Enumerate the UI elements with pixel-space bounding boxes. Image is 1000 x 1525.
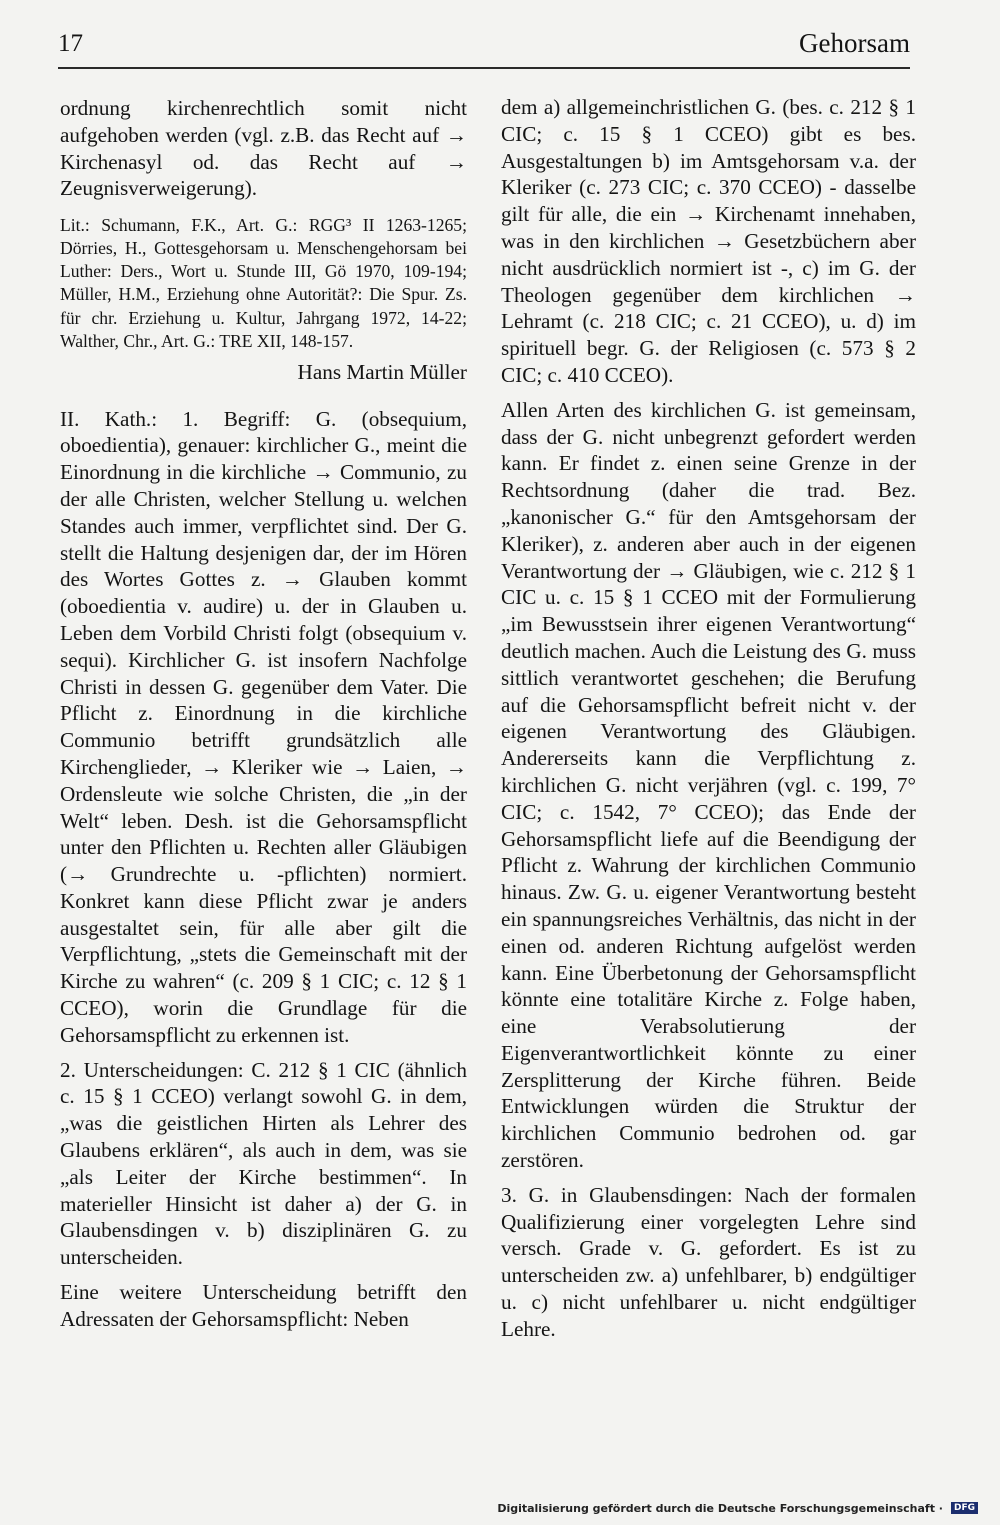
paragraph-ausgestaltungen: dem a) allgemeinchristlichen G. (bes. c. 212 § 1 CIC; c. 15 § 1 CCEO) gibt es bes. Ausgestaltungen b) im Amtsgehorsam v.a. der Kleriker (c. 273 CIC; c. 370 CCEO) - dasselbe gilt für alle, die ein → Kirchenamt innehaben, was in den kirchlichen → Gesetzbüchern aber nicht ausdrücklich normiert ist -, c) im G. der Theologen gegenüber dem kirchlichen → Lehramt (c. 218 CIC; c. 21 CCEO), u. d) im spirituell begr. G. der Religiosen (c. 573 § 2 CIC; c. 410 CCEO). <box>501 95 916 387</box>
running-head: Gehorsam <box>799 28 910 58</box>
paragraph-continuation: ordnung kirchenrechtlich somit nicht aufgehoben werden (vgl. z.B. das Recht auf → Kirchenasyl od. das Recht auf → Zeugnisverweigerung). <box>60 96 467 201</box>
header-rule <box>58 67 910 69</box>
left-column <box>60 95 467 1341</box>
right-column <box>501 94 916 1351</box>
paragraph-adressaten: Eine weitere Unterscheidung betrifft den Adressaten der Gehorsamspflicht: Neben <box>60 1280 467 1331</box>
paragraph-grenzen: Allen Arten des kirchlichen G. ist gemeinsam, dass der G. nicht unbegrenzt gefordert werden kann. Er findet z. einen seine Grenze in der Rechtsordnung (daher die trad. Bez. „kanonischer G.“ für den Amtsgehorsam der Kleriker), z. anderen aber auch in der eigenen Verantwortung der → Gläubigen, wie c. 212 § 1 CIC u. c. 15 § 1 CCEO mit der Formulierung „im Bewusstsein ihrer eigenen Verantwortung“ deutlich machen. Auch die Leistung des G. muss sittlich verantwortet geschehen; die Berufung auf die Gehorsamspflicht befreit nicht v. der eigenen Verantwortung des Gläubigen. Andererseits kann die Verpflichtung z. kirchlichen G. nicht verjähren (vgl. c. 199, 7° CIC; c. 1542, 7° CCEO); das Ende der Gehorsamspflicht liefe auf die Beendigung der Pflicht z. Wahrung der kirchlichen Communio hinaus. Zw. G. u. eigener Verantwortung besteht ein spannungsreiches Verhältnis, das nicht in der einen od. anderen Richtung aufgelöst werden kann. Eine Überbetonung der Gehorsamspflicht könnte eine totalitäre Kirche z. Folge haben, eine Verabsolutierung der Eigenverantwortlichkeit könnte zu einer Zersplitterung der Kirche führen. Beide Entwicklungen würden die Struktur der kirchlichen Communio bedrohen od. gar zerstören. <box>501 397 916 1173</box>
paragraph-glaubensdinge: 3. G. in Glaubensdingen: Nach der formalen Qualifizierung einer vorgelegten Lehre sind versch. Grade v. G. gefordert. Es ist zu unterscheiden zw. a) unfehlbarer, b) endgültiger u. c) nicht unfehlbarer u. nicht endgültiger Lehre. <box>501 1182 916 1341</box>
page-header <box>58 28 910 68</box>
paragraph-begriff: II. Kath.: 1. Begriff: G. (obsequium, oboedientia), genauer: kirchlicher G., meint die Einordnung in die kirchliche → Communio, zu der alle Christen, welcher Stellung u. welchen Standes auch immer, verpflichtet sind. Der G. stellt die Haltung desjenigen dar, der im Hören des Wortes Gottes z. → Glauben kommt (oboedientia v. audire) u. der in Glauben u. Leben dem Vorbild Christi folgt (obsequium v. sequi). Kirchlicher G. ist insofern Nachfolge Christi in dessen G. gegenüber dem Vater. Die Pflicht z. Einordnung in die kirchliche Communio betrifft grundsätzlich alle Kirchenglieder, → Kleriker wie → Laien, → Ordensleute wie solche Christen, die „in der Welt“ leben. Desh. ist die Gehorsamspflicht unter den Pflichten u. Rechten aller Gläubigen (→ Grundrechte u. -pflichten) normiert. Konkret kann diese Pflicht zwar je anders ausgestaltet sein, für alle aber gilt die Verpflichtung, „stets die Gemeinschaft mit der Kirche zu wahren“ (c. 209 § 1 CIC; c. 12 § 1 CCEO), worin die Grundlage für die Gehorsamspflicht zu erkennen ist. <box>60 406 467 1047</box>
digitization-footer <box>497 1499 978 1519</box>
footer-text: Digitalisierung gefördert durch die Deutsche Forschungsgemeinschaft · <box>497 1501 943 1515</box>
paragraph-unterscheidungen: 2. Unterscheidungen: C. 212 § 1 CIC (ähnlich c. 15 § 1 CCEO) verlangt sowohl G. in dem, „was die geistlichen Hirten als Lehrer des Glaubens erklären“, als auch in dem, was sie „als Leiter der Kirche bestimmen“. In materieller Hinsicht ist daher a) der G. in Glaubensdingen v. b) disziplinären G. zu unterscheiden. <box>60 1057 467 1270</box>
dfg-logo: DFG <box>951 1502 978 1514</box>
page-number: 17 <box>58 30 83 57</box>
author-signature: Hans Martin Müller <box>297 359 467 384</box>
literature-list: Lit.: Schumann, F.K., Art. G.: RGG³ II 1263-1265; Dörries, H., Gottesgehorsam u. Menschengehorsam bei Luther: Ders., Wort u. Stunde III, Gö 1970, 109-194; Müller, H.M., Erziehung ohne Autorität?: Die Spur. Zs. für chr. Erziehung u. Kultur, Jahrgang 1972, 14-22; Walther, Chr., Art. G.: TRE XII, 148-157. <box>60 215 467 351</box>
